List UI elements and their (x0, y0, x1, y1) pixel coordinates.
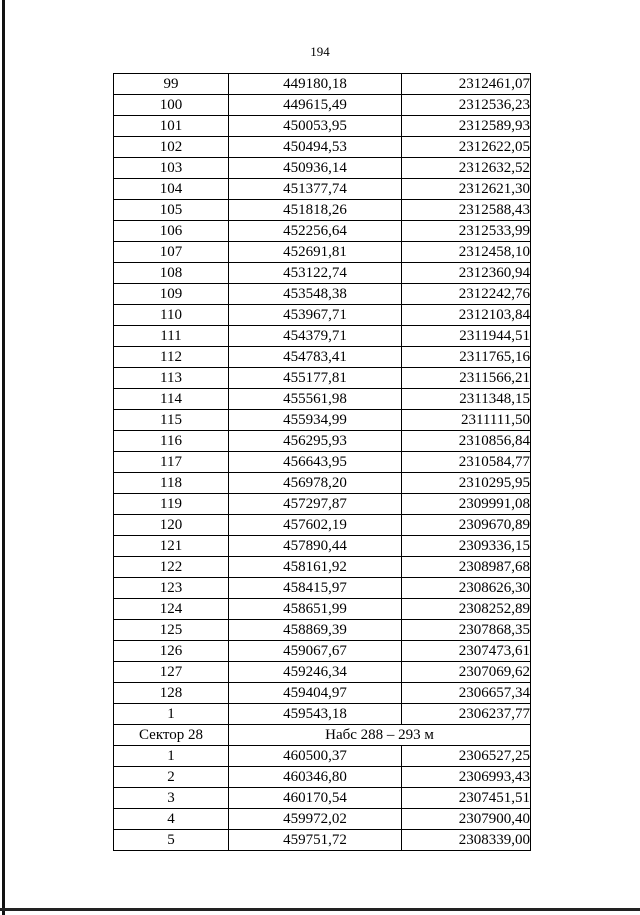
point-number-cell: 107 (114, 242, 229, 263)
point-number-cell: 126 (114, 641, 229, 662)
point-number-cell: 101 (114, 116, 229, 137)
point-number-cell: 5 (114, 830, 229, 851)
table-row (114, 536, 531, 557)
y-coordinate-cell: 2312533,99 (402, 221, 531, 242)
point-number-cell: 111 (114, 326, 229, 347)
table-row (114, 830, 531, 851)
x-coordinate-cell: 458869,39 (229, 620, 402, 641)
point-number-cell: 108 (114, 263, 229, 284)
x-coordinate-cell: 456295,93 (229, 431, 402, 452)
table-row (114, 410, 531, 431)
y-coordinate-cell: 2312589,93 (402, 116, 531, 137)
x-coordinate-cell: 452256,64 (229, 221, 402, 242)
point-number-cell: 2 (114, 767, 229, 788)
y-coordinate-cell: 2309991,08 (402, 494, 531, 515)
table-row (114, 95, 531, 116)
y-coordinate-cell: 2312622,05 (402, 137, 531, 158)
table-row (114, 137, 531, 158)
table-row (114, 431, 531, 452)
table-row (114, 74, 531, 95)
x-coordinate-cell: 453122,74 (229, 263, 402, 284)
table-row (114, 494, 531, 515)
y-coordinate-cell: 2312632,52 (402, 158, 531, 179)
point-number-cell: 110 (114, 305, 229, 326)
x-coordinate-cell: 449615,49 (229, 95, 402, 116)
table-row (114, 452, 531, 473)
y-coordinate-cell: 2312458,10 (402, 242, 531, 263)
table-row (114, 473, 531, 494)
y-coordinate-cell: 2312360,94 (402, 263, 531, 284)
x-coordinate-cell: 453967,71 (229, 305, 402, 326)
table-row (114, 116, 531, 137)
point-number-cell: 4 (114, 809, 229, 830)
point-number-cell: 106 (114, 221, 229, 242)
x-coordinate-cell: 451818,26 (229, 200, 402, 221)
y-coordinate-cell: 2312242,76 (402, 284, 531, 305)
x-coordinate-cell: 453548,38 (229, 284, 402, 305)
y-coordinate-cell: 2311111,50 (402, 410, 531, 431)
table-row (114, 242, 531, 263)
point-number-cell: 104 (114, 179, 229, 200)
table-row (114, 347, 531, 368)
y-coordinate-cell: 2308252,89 (402, 599, 531, 620)
y-coordinate-cell: 2306993,43 (402, 767, 531, 788)
table-row (114, 599, 531, 620)
x-coordinate-cell: 454783,41 (229, 347, 402, 368)
page-number: 194 (310, 44, 330, 59)
point-number-cell: 118 (114, 473, 229, 494)
point-number-cell: 120 (114, 515, 229, 536)
x-coordinate-cell: 459972,02 (229, 809, 402, 830)
point-number-cell: 1 (114, 704, 229, 725)
y-coordinate-cell: 2309670,89 (402, 515, 531, 536)
x-coordinate-cell: 459543,18 (229, 704, 402, 725)
y-coordinate-cell: 2312588,43 (402, 200, 531, 221)
point-number-cell: 125 (114, 620, 229, 641)
table-row (114, 389, 531, 410)
x-coordinate-cell: 455561,98 (229, 389, 402, 410)
table-row (114, 200, 531, 221)
table-row (114, 326, 531, 347)
y-coordinate-cell: 2312621,30 (402, 179, 531, 200)
table-row (114, 788, 531, 809)
point-number-cell: 117 (114, 452, 229, 473)
point-number-cell: 112 (114, 347, 229, 368)
y-coordinate-cell: 2311566,21 (402, 368, 531, 389)
coordinates-table (113, 73, 531, 851)
y-coordinate-cell: 2310856,84 (402, 431, 531, 452)
point-number-cell: 113 (114, 368, 229, 389)
table-row (114, 809, 531, 830)
point-number-cell: 99 (114, 74, 229, 95)
point-number-cell: 109 (114, 284, 229, 305)
x-coordinate-cell: 456643,95 (229, 452, 402, 473)
point-number-cell: 103 (114, 158, 229, 179)
table-row (114, 515, 531, 536)
x-coordinate-cell: 457890,44 (229, 536, 402, 557)
x-coordinate-cell: 450494,53 (229, 137, 402, 158)
x-coordinate-cell: 450053,95 (229, 116, 402, 137)
y-coordinate-cell: 2311348,15 (402, 389, 531, 410)
table-body-sector-header (114, 725, 531, 746)
table-row (114, 662, 531, 683)
y-coordinate-cell: 2307868,35 (402, 620, 531, 641)
y-coordinate-cell: 2306657,34 (402, 683, 531, 704)
x-coordinate-cell: 458415,97 (229, 578, 402, 599)
y-coordinate-cell: 2307900,40 (402, 809, 531, 830)
table-row (114, 620, 531, 641)
x-coordinate-cell: 460170,54 (229, 788, 402, 809)
y-coordinate-cell: 2306237,77 (402, 704, 531, 725)
y-coordinate-cell: 2312536,23 (402, 95, 531, 116)
table-row (114, 641, 531, 662)
y-coordinate-cell: 2308626,30 (402, 578, 531, 599)
y-coordinate-cell: 2306527,25 (402, 746, 531, 767)
table-body-sector-points (114, 746, 531, 851)
sector-label: Сектор 28 (114, 725, 229, 746)
y-coordinate-cell: 2309336,15 (402, 536, 531, 557)
y-coordinate-cell: 2307451,51 (402, 788, 531, 809)
table-row (114, 578, 531, 599)
x-coordinate-cell: 460500,37 (229, 746, 402, 767)
scan-edge-bottom (0, 908, 640, 911)
table-row (114, 767, 531, 788)
x-coordinate-cell: 457297,87 (229, 494, 402, 515)
sector-note: Набс 288 – 293 м (229, 725, 531, 746)
x-coordinate-cell: 455177,81 (229, 368, 402, 389)
point-number-cell: 105 (114, 200, 229, 221)
x-coordinate-cell: 450936,14 (229, 158, 402, 179)
table-row (114, 221, 531, 242)
y-coordinate-cell: 2312103,84 (402, 305, 531, 326)
y-coordinate-cell: 2311765,16 (402, 347, 531, 368)
scan-edge-left (2, 0, 5, 915)
y-coordinate-cell: 2310295,95 (402, 473, 531, 494)
table-row (114, 746, 531, 767)
x-coordinate-cell: 455934,99 (229, 410, 402, 431)
y-coordinate-cell: 2307473,61 (402, 641, 531, 662)
point-number-cell: 124 (114, 599, 229, 620)
x-coordinate-cell: 456978,20 (229, 473, 402, 494)
y-coordinate-cell: 2311944,51 (402, 326, 531, 347)
table-row (114, 179, 531, 200)
y-coordinate-cell: 2308339,00 (402, 830, 531, 851)
x-coordinate-cell: 449180,18 (229, 74, 402, 95)
point-number-cell: 115 (114, 410, 229, 431)
point-number-cell: 127 (114, 662, 229, 683)
point-number-cell: 116 (114, 431, 229, 452)
point-number-cell: 119 (114, 494, 229, 515)
table-row (114, 158, 531, 179)
point-number-cell: 114 (114, 389, 229, 410)
x-coordinate-cell: 459067,67 (229, 641, 402, 662)
table-row (114, 368, 531, 389)
point-number-cell: 100 (114, 95, 229, 116)
point-number-cell: 123 (114, 578, 229, 599)
table-row (114, 704, 531, 725)
sector-row (114, 725, 531, 746)
table-row (114, 305, 531, 326)
x-coordinate-cell: 459246,34 (229, 662, 402, 683)
point-number-cell: 122 (114, 557, 229, 578)
x-coordinate-cell: 454379,71 (229, 326, 402, 347)
table-row (114, 683, 531, 704)
y-coordinate-cell: 2312461,07 (402, 74, 531, 95)
point-number-cell: 1 (114, 746, 229, 767)
point-number-cell: 128 (114, 683, 229, 704)
point-number-cell: 3 (114, 788, 229, 809)
x-coordinate-cell: 460346,80 (229, 767, 402, 788)
y-coordinate-cell: 2307069,62 (402, 662, 531, 683)
x-coordinate-cell: 452691,81 (229, 242, 402, 263)
x-coordinate-cell: 458651,99 (229, 599, 402, 620)
x-coordinate-cell: 457602,19 (229, 515, 402, 536)
point-number-cell: 121 (114, 536, 229, 557)
table-row (114, 263, 531, 284)
x-coordinate-cell: 451377,74 (229, 179, 402, 200)
table-row (114, 557, 531, 578)
x-coordinate-cell: 459404,97 (229, 683, 402, 704)
table-row (114, 284, 531, 305)
y-coordinate-cell: 2308987,68 (402, 557, 531, 578)
point-number-cell: 102 (114, 137, 229, 158)
x-coordinate-cell: 458161,92 (229, 557, 402, 578)
y-coordinate-cell: 2310584,77 (402, 452, 531, 473)
x-coordinate-cell: 459751,72 (229, 830, 402, 851)
table-body-points (114, 74, 531, 725)
